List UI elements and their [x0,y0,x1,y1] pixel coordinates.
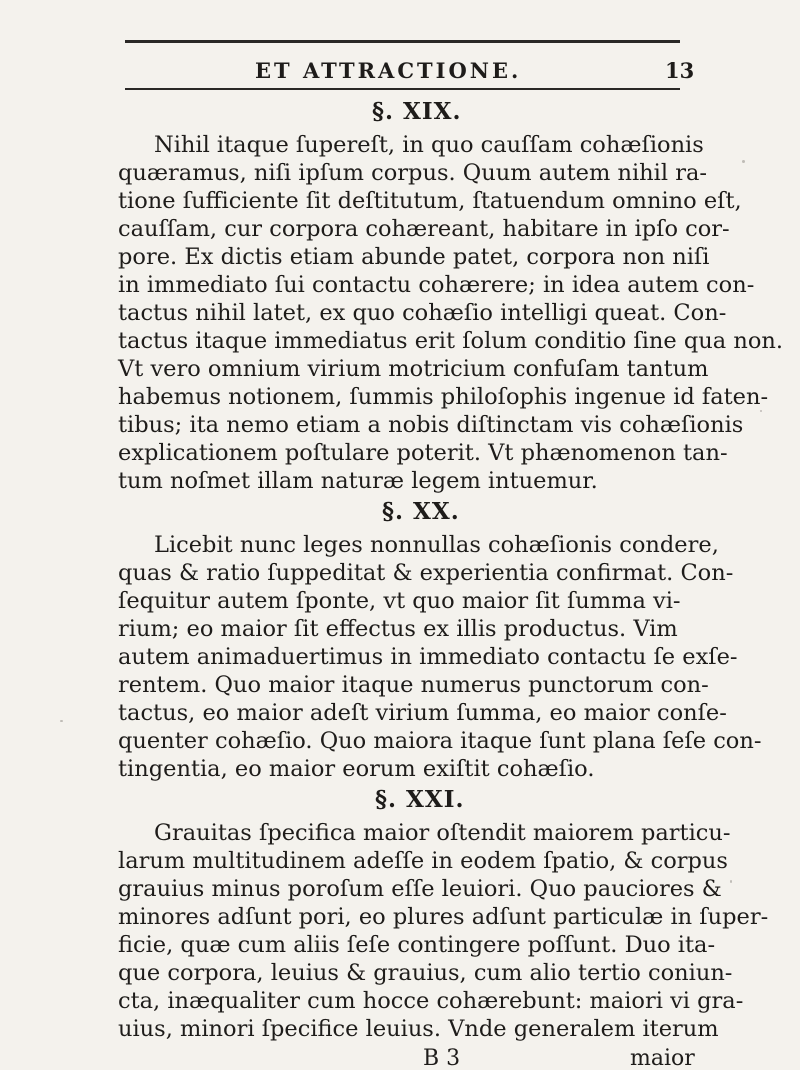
paragraph-line: rium; eo maior ſit effectus ex illis productus. Vim [118,616,678,642]
paragraph-line: que corpora, leuius & grauius, cum alio tertio coniun- [118,960,733,986]
header-rule-bottom [125,88,680,90]
paragraph-line: pore. Ex dictis etiam abunde patet, corpora non niſi [118,244,710,270]
paragraph-line: autem animaduertimus in immediato contactu ſe exſe- [118,644,738,670]
paragraph-line: quenter cohæſio. Quo maiora itaque ſunt plana ſeſe con- [118,728,762,754]
paper-speck [730,880,732,883]
section-heading-xix: §. XIX. [372,98,462,125]
paragraph-line: ficie, quæ cum aliis ſeſe contingere poſſunt. Duo ita- [118,932,716,958]
page-number: 13 [665,58,695,83]
paragraph-line: Vt vero omnium virium motricium confuſam tantum [118,356,709,382]
catchword: maior [630,1046,695,1070]
running-title: ET ATTRACTIONE. [255,58,522,83]
paragraph-line: ſequitur autem ſponte, vt quo maior ſit ſumma vi- [118,588,681,614]
paragraph-line: tum noſmet illam naturæ legem intuemur. [118,468,598,494]
paragraph-line: quæramus, niſi ipſum corpus. Quum autem nihil ra- [118,160,707,186]
paragraph-line: explicationem poſtulare poterit. Vt phænomenon tan- [118,440,728,466]
header-rule-top [125,40,680,43]
paragraph-line: tactus nihil latet, ex quo cohæſio intelligi queat. Con- [118,300,727,326]
signature-mark: B 3 [423,1046,461,1070]
paragraph-line: larum multitudinem adeſſe in eodem ſpatio, & corpus [118,848,728,874]
paragraph-line: cta, inæqualiter cum hocce cohærebunt: maiori vi gra- [118,988,744,1014]
paragraph-line: minores adſunt pori, eo plures adſunt particulæ in ſuper- [118,904,769,930]
paper-speck [60,720,63,722]
paragraph-line: in immediato ſui contactu cohærere; in idea autem con- [118,272,755,298]
running-head [0,58,800,86]
paragraph-line: Grauitas ſpecifica maior oſtendit maiorem particu- [154,820,731,846]
paragraph-line: grauius minus poroſum eſſe leuiori. Quo pauciores & [118,876,722,902]
section-heading-xxi: §. XXI. [375,786,465,813]
paragraph-line: Licebit nunc leges nonnullas cohæſionis condere, [154,532,719,558]
paragraph-line: tactus itaque immediatus erit ſolum conditio ſine qua non. [118,328,784,354]
paragraph-line: uius, minori ſpecifice leuius. Vnde generalem iterum [118,1016,719,1042]
paragraph-line: cauſſam, cur corpora cohæreant, habitare in ipſo cor- [118,216,730,242]
paper-speck [742,160,745,163]
section-heading-xx: §. XX. [382,498,460,525]
paragraph-line: tione ſufficiente ſit deſtitutum, ſtatuendum omnino eſt, [118,188,742,214]
paragraph-line: quas & ratio ſuppeditat & experientia confirmat. Con- [118,560,734,586]
paper-speck [760,410,762,412]
paragraph-line: tingentia, eo maior eorum exiſtit cohæſio. [118,756,595,782]
paragraph-line: Nihil itaque ſupereſt, in quo cauſſam cohæſionis [154,132,704,158]
paragraph-line: habemus notionem, ſummis philoſophis ingenue id faten- [118,384,769,410]
paragraph-line: rentem. Quo maior itaque numerus punctorum con- [118,672,709,698]
paragraph-line: tibus; ita nemo etiam a nobis diſtinctam vis cohæſionis [118,412,744,438]
paragraph-line: tactus, eo maior adeſt virium ſumma, eo maior conſe- [118,700,727,726]
